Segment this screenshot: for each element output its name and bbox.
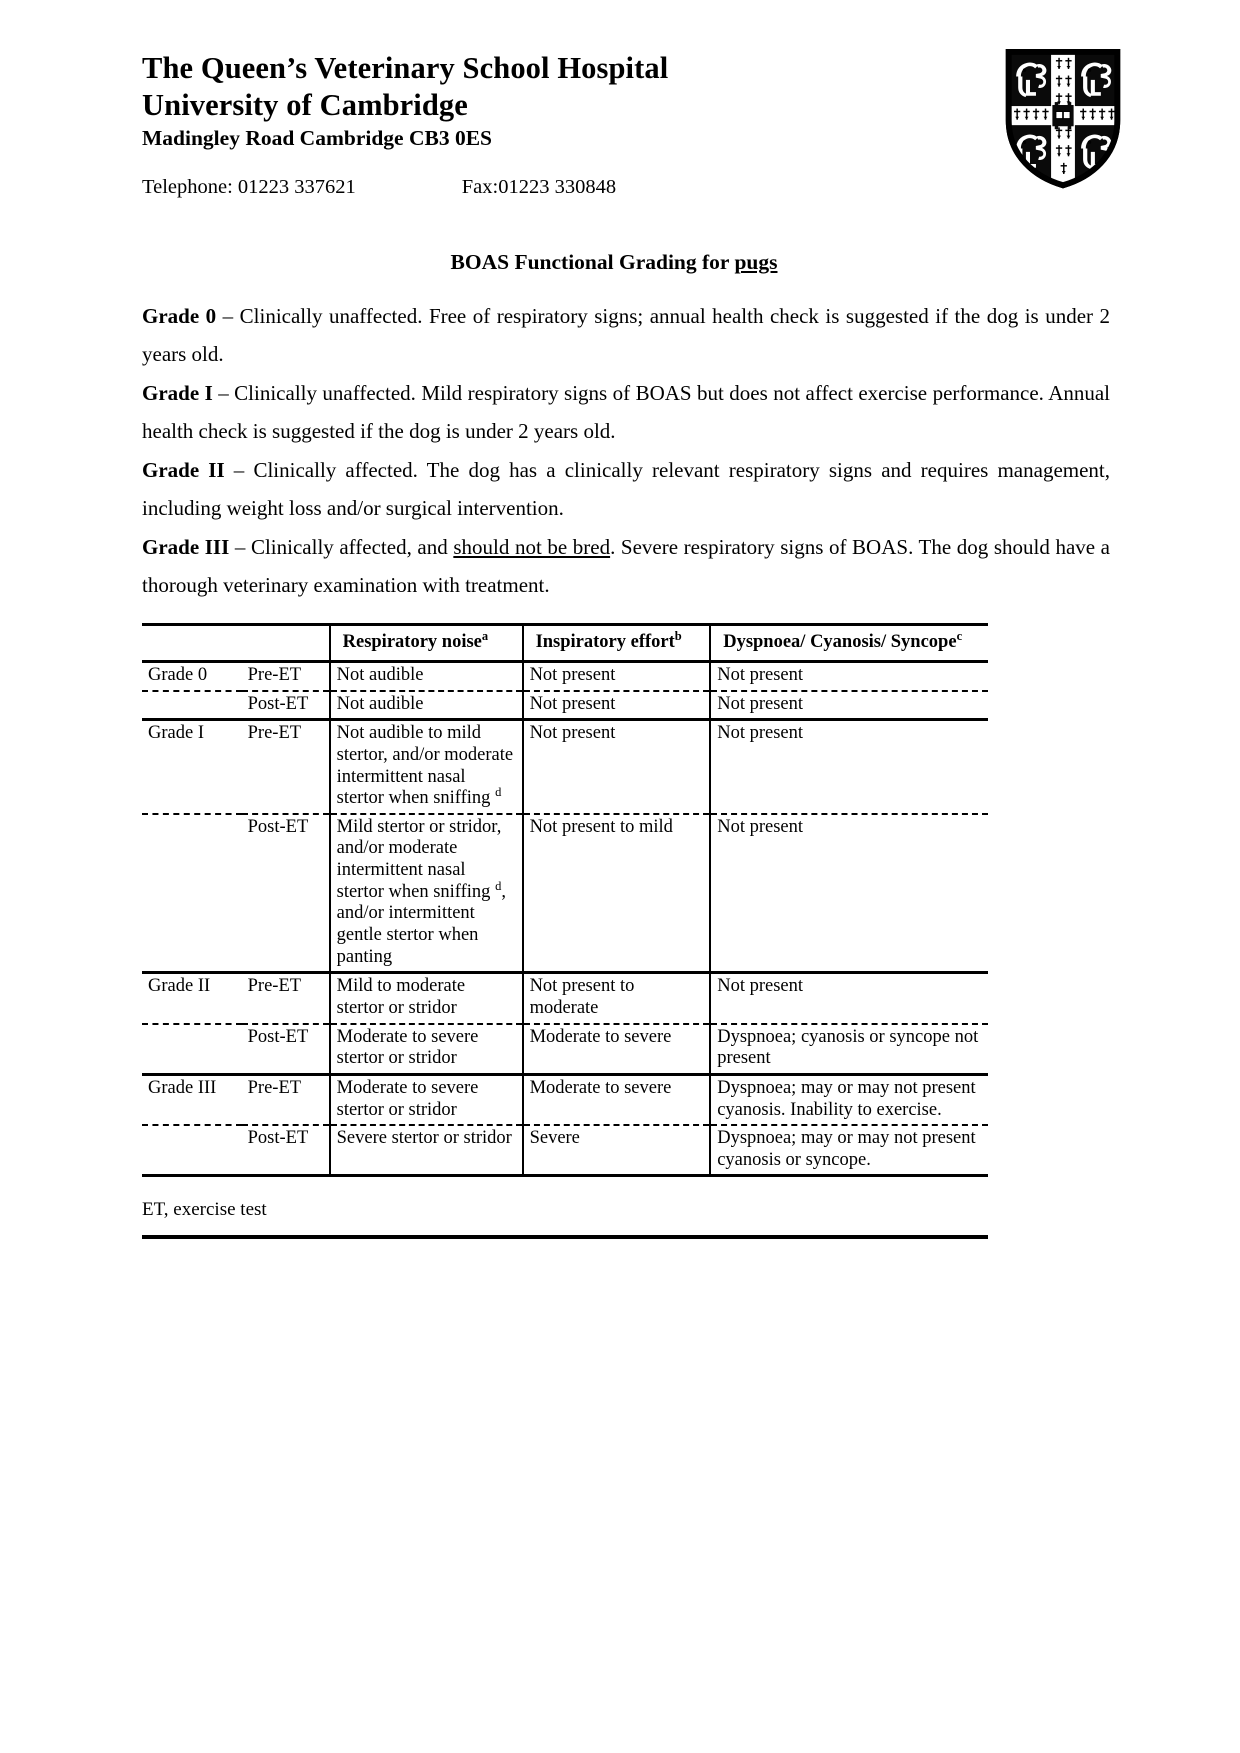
grade-3-text-before: Clinically affected, and: [250, 534, 454, 559]
header-inspiratory-effort: [523, 625, 711, 662]
table-row: [142, 662, 988, 691]
cell-dyspnoea: Not present: [710, 720, 988, 814]
cell-dyspnoea: Not present: [710, 691, 988, 720]
cell-noise-text-a: Mild stertor or stridor, and/or moderate intermittent nasal stertor when sniffing: [336, 816, 502, 902]
row-et-label: Pre-ET: [242, 662, 330, 691]
cell-noise-text-b: , and/or intermittent gentle stertor when panting: [336, 881, 506, 967]
cambridge-crest-icon: [1004, 47, 1122, 189]
cell-dyspnoea: Not present: [710, 662, 988, 691]
row-et-label: Post-ET: [242, 691, 330, 720]
header-inspiratory-effort-sup: b: [674, 629, 682, 644]
grade-0-label: Grade 0: [142, 303, 217, 328]
header-dyspnoea-label: Dyspnoea/ Cyanosis/ Syncope: [723, 632, 957, 653]
table-footnote: ET, exercise test: [142, 1199, 988, 1239]
grade-3-label: Grade III: [142, 534, 230, 559]
row-et-label: Pre-ET: [242, 720, 330, 814]
header-respiratory-noise: [330, 625, 523, 662]
header-respiratory-noise-sup: a: [481, 629, 489, 644]
university-name: University of Cambridge: [142, 88, 468, 123]
row-grade-label: [142, 814, 242, 973]
table-row: [142, 814, 988, 973]
table-row: [142, 973, 988, 1024]
cell-inspiratory-effort: Not present to moderate: [523, 973, 711, 1024]
header-dyspnoea-cyanosis-syncope: [710, 625, 988, 662]
table-row: [142, 691, 988, 720]
cell-noise-sup: d: [495, 785, 502, 800]
cell-respiratory-noise: Moderate to severe stertor or stridor: [330, 1074, 523, 1125]
grade-2-label: Grade II: [142, 457, 225, 482]
cell-dyspnoea: Dyspnoea; may or may not present cyanosis. Inability to exercise.: [710, 1074, 988, 1125]
page-title: [142, 250, 1110, 275]
row-et-label: Pre-ET: [242, 973, 330, 1024]
cell-inspiratory-effort: Moderate to severe: [523, 1074, 711, 1125]
table-row: [142, 1074, 988, 1125]
cell-dyspnoea: Dyspnoea; may or may not present cyanosis or syncope.: [710, 1125, 988, 1176]
grade-2-paragraph: [142, 451, 1110, 528]
cell-respiratory-noise: [330, 720, 523, 814]
page-title-prefix: BOAS Functional Grading for: [450, 249, 735, 274]
grade-2-dash: –: [224, 457, 254, 482]
table-row: [142, 1125, 988, 1176]
page-title-breed: pugs: [734, 249, 778, 274]
row-et-label: Post-ET: [242, 1024, 330, 1075]
cell-inspiratory-effort: Not present: [523, 662, 711, 691]
grade-0-text: Clinically unaffected. Free of respiratory signs; annual health check is suggested if the dog is under 2 years old.: [142, 303, 1111, 367]
grade-1-dash: –: [212, 380, 235, 405]
cell-inspiratory-effort: Moderate to severe: [523, 1024, 711, 1075]
cell-respiratory-noise: [330, 814, 523, 973]
row-et-label: Post-ET: [242, 814, 330, 973]
cell-respiratory-noise: Severe stertor or stridor: [330, 1125, 523, 1176]
table-header-row: [142, 625, 988, 662]
cell-respiratory-noise: Not audible: [330, 691, 523, 720]
contact-line: [142, 174, 1110, 201]
grade-3-dash: –: [229, 534, 251, 559]
cell-respiratory-noise: Mild to moderate stertor or stridor: [330, 973, 523, 1024]
cell-dyspnoea: Not present: [710, 814, 988, 973]
cell-inspiratory-effort: Severe: [523, 1125, 711, 1176]
grade-0-dash: –: [216, 303, 240, 328]
grade-1-paragraph: [142, 374, 1110, 451]
row-grade-label: Grade II: [142, 973, 242, 1024]
letterhead: [142, 50, 1110, 201]
hospital-name: The Queen’s Veterinary School Hospital: [142, 51, 669, 85]
row-grade-label: [142, 691, 242, 720]
grade-1-label: Grade I: [142, 380, 213, 405]
grade-3-paragraph: [142, 528, 1110, 605]
grade-3-text-after: . Severe respiratory signs of BOAS. The dog should have a thorough veterinary examination with treatment.: [142, 534, 1110, 597]
grade-3-emphasis: should not be bred: [453, 534, 611, 559]
row-grade-label: [142, 1125, 242, 1176]
cell-respiratory-noise: Moderate to severe stertor or stridor: [330, 1024, 523, 1075]
row-et-label: Pre-ET: [242, 1074, 330, 1125]
cell-noise-sup: d: [495, 878, 502, 893]
row-grade-label: [142, 1024, 242, 1075]
table-row: [142, 1024, 988, 1075]
address-line: Madingley Road Cambridge CB3 0ES: [142, 126, 493, 151]
cell-noise-text: Not audible to mild stertor, and/or moderate intermittent nasal stertor when sniffing: [336, 723, 514, 809]
header-dyspnoea-sup: c: [956, 629, 963, 644]
boas-grading-table: [142, 623, 988, 1177]
grade-0-paragraph: [142, 297, 1110, 374]
header-respiratory-noise-label: Respiratory noise: [342, 632, 482, 653]
table-row: [142, 720, 988, 814]
row-grade-label: Grade I: [142, 720, 242, 814]
grade-2-text: Clinically affected. The dog has a clinically relevant respiratory signs and requires management, including weight loss and/or surgical intervention.: [142, 457, 1110, 521]
row-et-label: Post-ET: [242, 1125, 330, 1176]
header-blank: [142, 625, 330, 662]
telephone-text: Telephone: 01223 337621: [142, 176, 356, 199]
cell-dyspnoea: Not present: [710, 973, 988, 1024]
grade-1-text: Clinically unaffected. Mild respiratory signs of BOAS but does not affect exercise performance. Annual health check is suggested if the dog is under 2 years old.: [142, 380, 1111, 444]
header-inspiratory-effort-label: Inspiratory effort: [535, 632, 675, 653]
row-grade-label: Grade 0: [142, 662, 242, 691]
fax-text: Fax:01223 330848: [461, 176, 617, 199]
row-grade-label: Grade III: [142, 1074, 242, 1125]
cell-dyspnoea: Dyspnoea; cyanosis or syncope not present: [710, 1024, 988, 1075]
cell-inspiratory-effort: Not present: [523, 691, 711, 720]
cell-respiratory-noise: Not audible: [330, 662, 523, 691]
cell-inspiratory-effort: Not present: [523, 720, 711, 814]
cell-inspiratory-effort: Not present to mild: [523, 814, 711, 973]
